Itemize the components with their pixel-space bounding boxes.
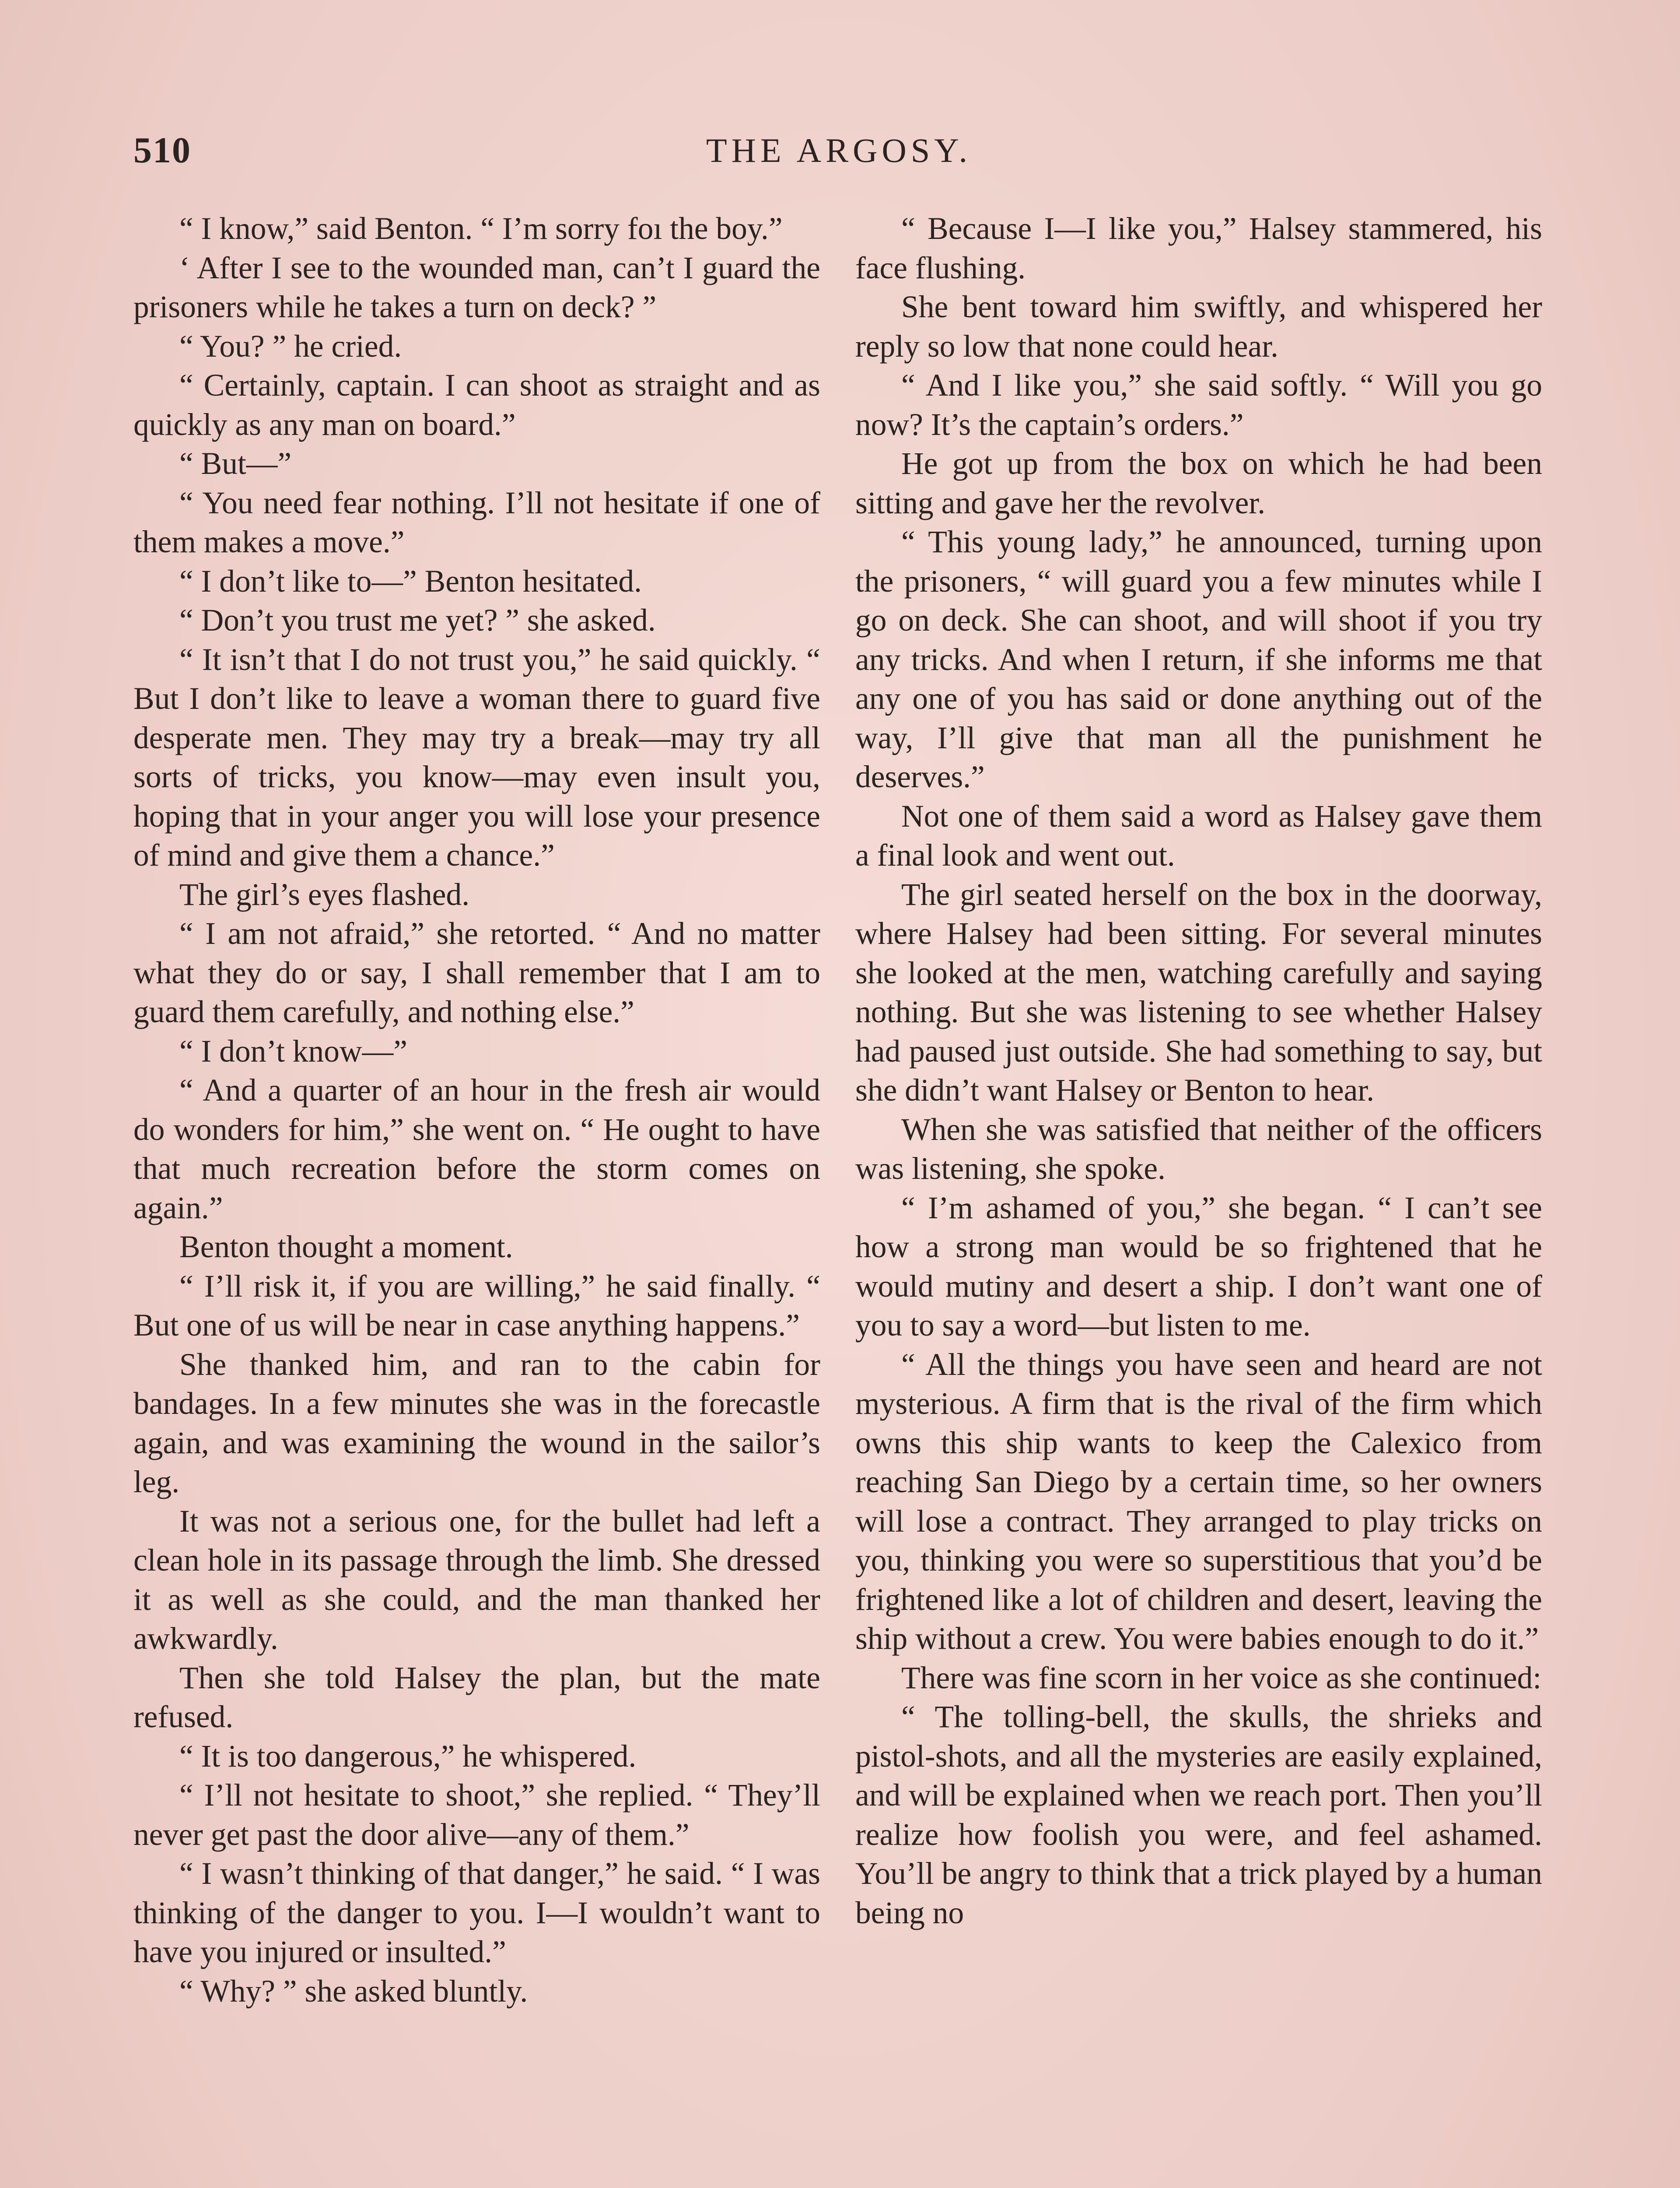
paragraph: It was not a serious one, for the bullet had left a clean hole in its passage through the limb. She dressed it as well as she could, and the man thanked her awkwardly. — [133, 1504, 820, 1656]
paragraph: “ You need fear nothing. I’ll not hesitate if one of them makes a move.” — [133, 485, 820, 559]
paragraph: “ But—” — [179, 446, 292, 481]
magazine-title: THE ARGOSY. — [706, 131, 972, 169]
paragraph: “ I am not afraid,” she retorted. “ And no matter what they do or say, I shall remember that I am to guard them carefully, and nothing else.” — [133, 916, 820, 1029]
paragraph: “ This young lady,” he announced, turning upon the prisoners, “ will guard you a few minutes while I go on deck. She can shoot, and will shoot if you try any tricks. And when I return, if she informs me that any one of you has said or done anything out of the way, I’ll give that man all the punishment he deserves.” — [855, 525, 1542, 794]
paragraph: The girl’s eyes flashed. — [179, 877, 470, 912]
paragraph: She bent toward him swiftly, and whispered her reply so low that none could hear. — [855, 290, 1542, 364]
paragraph: “ Because I—I like you,” Halsey stammered, his face flushing. — [855, 211, 1542, 285]
paragraph: He got up from the box on which he had been sitting and gave her the revolver. — [855, 446, 1542, 520]
paragraph: “ I know,” said Benton. “ I’m sorry foı the boy.” — [179, 211, 783, 246]
paragraph: ‘ After I see to the wounded man, can’t I guard the prisoners while he takes a turn on deck? ” — [133, 250, 820, 324]
paragraph: “ All the things you have seen and heard are not mysterious. A firm that is the rival of the firm which owns this ship wants to keep the Calexico from reaching San Diego by a certain time, so her owners will lose a contract. They arranged to play tricks on you, thinking you were so superstitious that you’d be frightened like a lot of children and desert, leaving the ship without a crew. You were babies enough to do it.” — [855, 1347, 1542, 1656]
paragraph: “ I wasn’t thinking of that danger,” he said. “ I was thinking of the danger to you. I—I wouldn’t want to have you injured or insulted.” — [133, 1856, 820, 1969]
paragraph: “ The tolling-bell, the skulls, the shrieks and pistol-shots, and all the mysteries are easily explained, and will be explained when we reach port. Then you’ll realize how foolish you were, and feel ashamed. You’ll be angry to think that a trick played by a human being no — [855, 1700, 1542, 1930]
paragraph: “ It is too dangerous,” he whispered. — [179, 1739, 637, 1774]
paragraph: “ And a quarter of an hour in the fresh air would do wonders for him,” she went on. “ He ought to have that much recreation before the storm comes on again.” — [133, 1073, 820, 1225]
paragraph: “ I don’t know—” — [179, 1034, 407, 1069]
paragraph: “ It isn’t that I do not trust you,” he said quickly. “ But I don’t like to leave a woman there to guard five desperate men. They may try a break—may try all sorts of tricks, you know—may even insult you, hoping that in your anger you will lose your presence of mind and give them a chance.” — [133, 642, 820, 873]
paragraph: Benton thought a moment. — [179, 1230, 513, 1264]
page-number: 510 — [133, 130, 191, 171]
paragraph: “ I’ll not hesitate to shoot,” she replied. “ They’ll never get past the door alive—any of them.” — [133, 1778, 820, 1852]
paragraph: “ And I like you,” she said softly. “ Will you go now? It’s the captain’s orders.” — [855, 368, 1542, 442]
paragraph: She thanked him, and ran to the cabin for bandages. In a few minutes she was in the forecastle again, and was examining the wound in the sailor’s leg. — [133, 1347, 820, 1499]
paragraph: “ I don’t like to—” Benton hesitated. — [179, 564, 642, 599]
paragraph: “ Don’t you trust me yet? ” she asked. — [179, 603, 656, 638]
right-column — [855, 209, 1542, 1932]
paragraph: The girl seated herself on the box in the doorway, where Halsey had been sitting. For several minutes she looked at the men, watching carefully and saying nothing. But she was listening to see whether Halsey had paused just outside. She had something to say, but she didn’t want Halsey or Benton to hear. — [855, 877, 1542, 1108]
paragraph: “ I’m ashamed of you,” she began. “ I can’t see how a strong man would be so frightened that he would mutiny and desert a ship. I don’t want one of you to say a word—but listen to me. — [855, 1190, 1542, 1343]
page-header — [133, 129, 1544, 177]
paragraph: “ Certainly, captain. I can shoot as straight and as quickly as any man on board.” — [133, 368, 820, 442]
paragraph: When she was satisfied that neither of the officers was listening, she spoke. — [855, 1112, 1542, 1186]
paragraph: There was fine scorn in her voice as she continued: — [901, 1660, 1542, 1695]
left-column — [133, 209, 820, 2011]
paragraph: “ Why? ” she asked bluntly. — [179, 1974, 528, 2009]
paragraph: Not one of them said a word as Halsey gave them a final look and went out. — [855, 799, 1542, 873]
paragraph: “ I’ll risk it, if you are willing,” he said finally. “ But one of us will be near in case anything happens.” — [133, 1269, 820, 1343]
paragraph: “ You? ” he cried. — [179, 329, 402, 364]
paragraph: Then she told Halsey the plan, but the mate refused. — [133, 1660, 820, 1734]
